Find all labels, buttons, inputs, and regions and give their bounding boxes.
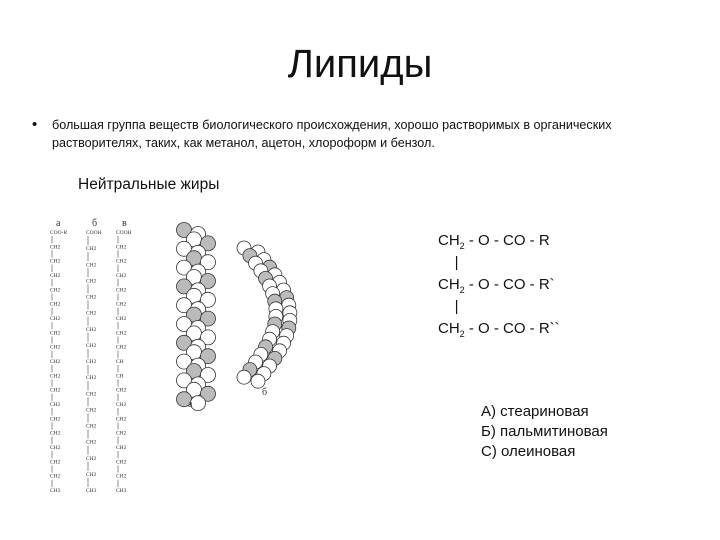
chain-group: CH2: [86, 310, 97, 317]
chain-group: CH2: [50, 459, 61, 466]
chain-group: CH2: [86, 439, 97, 446]
chain-group: CH: [116, 359, 124, 365]
formula-bond-1: |: [438, 254, 459, 271]
chain-group: CH2: [86, 455, 97, 462]
formula-line-1: $CH_2$ - O - CO - R: [438, 232, 550, 251]
chain-group: CH2: [50, 344, 61, 351]
formula-line-2: $CH_2$ - O - CO - R`: [438, 276, 555, 295]
chain-group: CH2: [50, 258, 61, 265]
chain-group: CH2: [50, 244, 61, 251]
chain-group: CH2: [116, 316, 127, 322]
chain-group: CH2: [86, 407, 97, 414]
space-filling-models: [177, 223, 297, 411]
chain-group: CH2: [116, 445, 127, 451]
chain-group: COOH: [86, 230, 102, 236]
chain-group: CH2: [116, 387, 127, 394]
chain-group: CH2: [116, 273, 127, 279]
chain-group: CH2: [86, 375, 97, 382]
chain-group: CH2: [50, 359, 61, 365]
model-label: а: [188, 399, 193, 410]
chain-group: CH2: [86, 471, 97, 478]
chain-group: CH2: [116, 416, 127, 423]
model-label: б: [262, 387, 268, 398]
answer-c: С) олеиновая: [481, 443, 576, 460]
chain-group: CH3: [116, 488, 127, 494]
chain-group: CH3: [86, 488, 97, 494]
chain-group: CH2: [50, 430, 61, 437]
answer-b: Б) пальмитиновая: [481, 423, 608, 440]
chain-group: CH2: [116, 344, 127, 351]
chain-group: CH2: [50, 402, 61, 408]
answer-a: А) стеариновая: [481, 403, 589, 420]
section-subtitle: Нейтральные жиры: [78, 176, 220, 193]
chain-group: CH2: [50, 330, 61, 337]
chain-group: COOH: [116, 230, 132, 236]
chain-group: CH2: [86, 342, 97, 349]
atom-sphere: [191, 396, 206, 411]
column-label: в: [122, 218, 127, 229]
chain-group: CH2: [116, 287, 127, 294]
bullet-dot: •: [32, 116, 38, 133]
formula-bond-2: |: [438, 298, 459, 315]
chain-group: CH2: [116, 301, 127, 308]
formula-line-3: $CH_2$ - O - CO - R``: [438, 320, 560, 339]
chain-group: CH2: [50, 416, 61, 423]
chain-group: CH2: [50, 387, 61, 394]
chain-group: CH2: [50, 473, 61, 480]
chain-group: CH2: [86, 423, 97, 430]
chain-group: CH2: [116, 330, 127, 337]
bullet-text: большая группа веществ биологического происхождения, хорошо растворимых в органических растворителях, таких, как метанол, ацетон, хлороформ и бензол.: [52, 118, 612, 150]
column-label: а: [56, 218, 61, 229]
chain-group: CH2: [86, 326, 97, 333]
chain-group: CH2: [116, 244, 127, 251]
acid-answers: [481, 402, 608, 462]
chain-group: CH2: [116, 258, 127, 265]
chain-group: CH2: [116, 402, 127, 408]
slide-title: Липиды: [287, 42, 433, 86]
chain-group: COO-R: [50, 230, 68, 236]
chain-group: CH2: [116, 459, 127, 466]
chain-group: CH2: [50, 373, 61, 380]
chain-group: CH2: [86, 359, 97, 365]
chain-group: CH2: [50, 301, 61, 308]
chain-group: CH2: [50, 287, 61, 294]
chain-group: CH2: [86, 246, 97, 253]
chain-group: CH2: [86, 391, 97, 398]
column-label: б: [92, 218, 98, 229]
chain-group: CH2: [50, 445, 61, 451]
chain-group: CH2: [86, 262, 97, 269]
chain-group: CH2: [116, 430, 127, 437]
chain-group: CH3: [50, 488, 61, 494]
atom-sphere: [237, 370, 251, 384]
chain-group: CH2: [50, 316, 61, 322]
chain-group: CH: [116, 373, 124, 380]
chain-group: CH2: [116, 473, 127, 480]
chain-group: CH2: [50, 273, 61, 279]
chain-group: CH2: [86, 278, 97, 285]
chain-columns: [50, 218, 132, 494]
chain-group: CH2: [86, 294, 97, 301]
triglyceride-formula: [438, 230, 560, 340]
